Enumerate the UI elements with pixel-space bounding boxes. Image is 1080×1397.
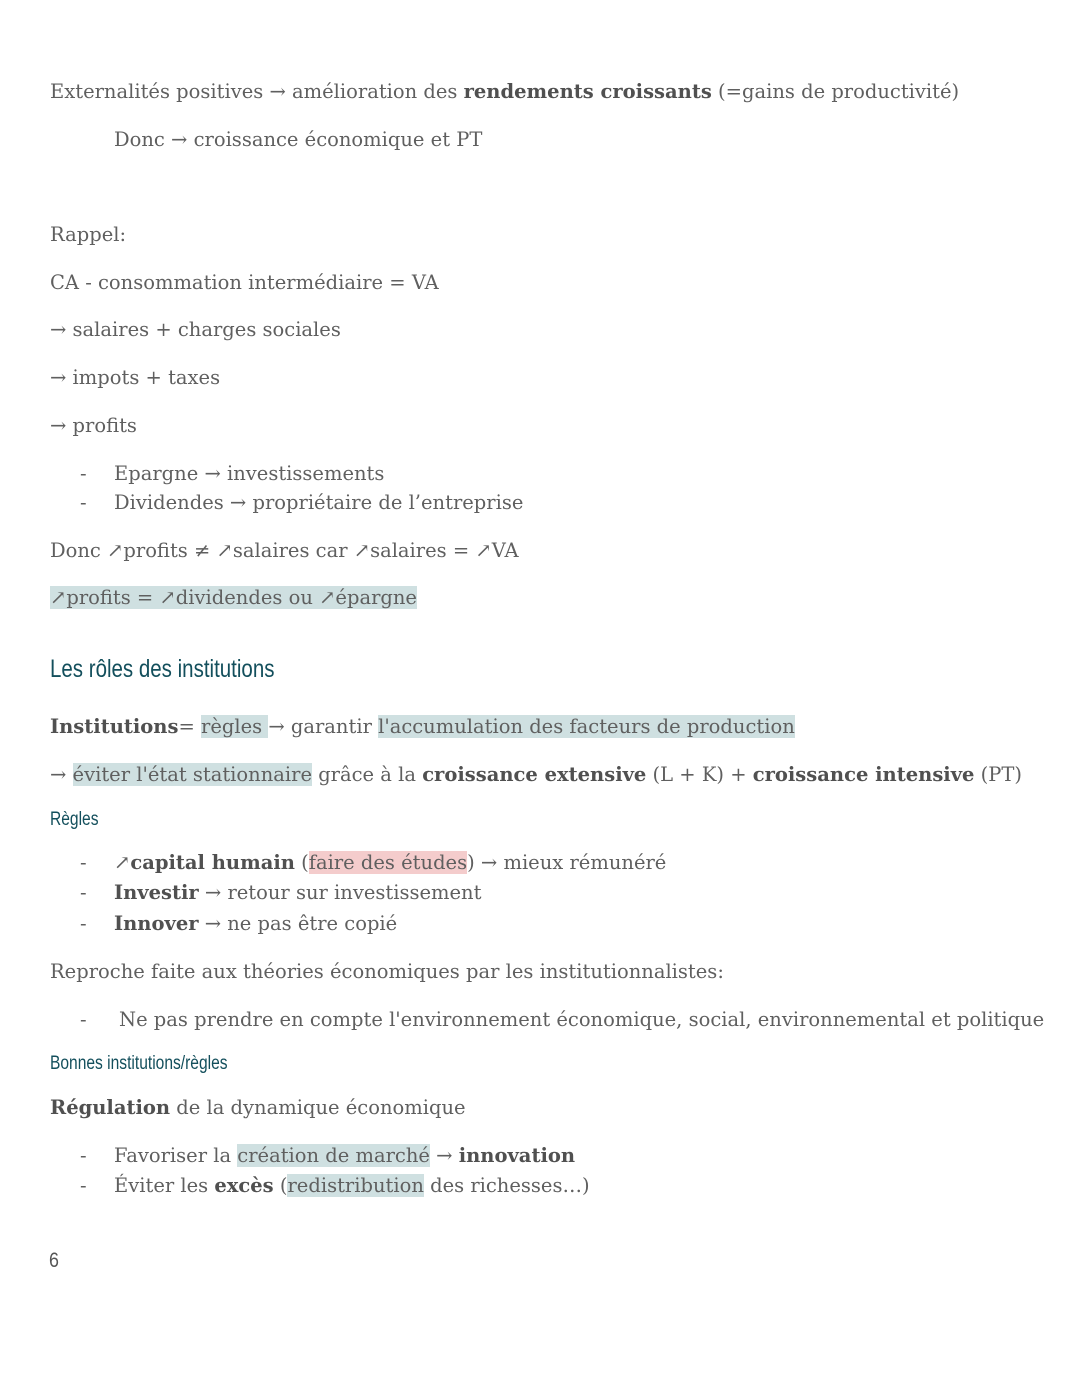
- bold-innovation: innovation: [458, 1144, 576, 1167]
- bullet-dash: -: [80, 912, 87, 935]
- text-span: Éviter les: [114, 1174, 215, 1197]
- text-span: (: [273, 1174, 288, 1197]
- text-externalites: [50, 78, 959, 106]
- highlight-creation-marche: création de marché: [237, 1144, 430, 1167]
- bold-exces: excès: [214, 1174, 274, 1197]
- text-span: →: [429, 1144, 459, 1167]
- bullet-dividendes: Dividendes → propriétaire de l’entreprise: [114, 491, 524, 514]
- text-span: → garantir: [268, 715, 379, 738]
- text-span: de la dynamique économique: [170, 1096, 466, 1119]
- bold-innover: Innover: [114, 912, 199, 935]
- text-reproche: Reproche faite aux théories économiques par les institutionnalistes:: [50, 960, 724, 983]
- bold-regulation: Régulation: [50, 1096, 171, 1119]
- bold-rendements-croissants: rendements croissants: [463, 80, 712, 103]
- text-highlight-profits: [50, 584, 417, 612]
- text-span: (=gains de productivité): [711, 80, 960, 103]
- bullet-eviter-exces: [114, 1172, 590, 1200]
- text-span: (PT): [974, 763, 1022, 786]
- section-title-institutions: Les rôles des institutions: [50, 655, 275, 683]
- subheading-regles: Règles: [50, 809, 99, 830]
- text-span: des richesses…): [423, 1174, 590, 1197]
- bullet-dash: -: [80, 1144, 87, 1167]
- text-span: =: [178, 715, 202, 738]
- text-rappel: Rappel:: [50, 223, 127, 246]
- bullet-dash: -: [80, 1174, 87, 1197]
- subheading-bonnes-institutions: Bonnes institutions/règles: [50, 1053, 228, 1074]
- text-donc-profits: Donc ↗profits ≠ ↗salaires car ↗salaires = ↗VA: [50, 539, 519, 562]
- text-span: (L + K) +: [646, 763, 753, 786]
- text-institutions-regles: [50, 713, 795, 741]
- text-regulation: [50, 1094, 466, 1122]
- bullet-favoriser: [114, 1142, 575, 1170]
- text-span: →: [50, 763, 73, 786]
- text-span: Externalités positives → amélioration des: [50, 80, 464, 103]
- text-span: → retour sur investissement: [198, 881, 482, 904]
- highlight-regles: règles: [201, 715, 269, 738]
- bullet-epargne: Epargne → investissements: [114, 462, 385, 485]
- text-eviter-etat: [50, 761, 1022, 789]
- text-span: grâce à la: [312, 763, 423, 786]
- text-impots: → impots + taxes: [50, 366, 221, 389]
- text-span: ↗: [114, 851, 131, 874]
- text-span: → ne pas être copié: [198, 912, 398, 935]
- bold-croissance-extensive: croissance extensive: [422, 763, 647, 786]
- bullet-dash: -: [80, 881, 87, 904]
- bullet-innover: [114, 910, 397, 938]
- text-salaires: → salaires + charges sociales: [50, 318, 341, 341]
- text-span: ) → mieux rémunéré: [467, 851, 667, 874]
- bold-croissance-intensive: croissance intensive: [752, 763, 975, 786]
- highlight-redistribution: redistribution: [287, 1174, 424, 1197]
- highlight-eviter: éviter l'état stationnaire: [72, 763, 312, 786]
- bullet-reproche: Ne pas prendre en compte l'environnement économique, social, environnemental et politique: [119, 1008, 1045, 1031]
- bold-capital-humain: capital humain: [130, 851, 295, 874]
- text-span: Favoriser la: [114, 1144, 238, 1167]
- bold-investir: Investir: [114, 881, 199, 904]
- text-profits: → profits: [50, 414, 137, 437]
- bullet-dash: -: [80, 491, 87, 514]
- bullet-capital-humain: [114, 849, 666, 877]
- bullet-dash: -: [80, 462, 87, 485]
- text-ca-formula: CA - consommation intermédiaire = VA: [50, 271, 439, 294]
- text-span: (: [294, 851, 309, 874]
- highlight-faire-des-etudes: faire des études: [308, 851, 468, 874]
- bullet-dash: -: [80, 1008, 87, 1031]
- highlight-profits: ↗profits = ↗dividendes ou ↗épargne: [50, 586, 417, 609]
- bullet-dash: -: [80, 851, 87, 874]
- text-donc-croissance: Donc → croissance économique et PT: [114, 128, 483, 151]
- page-number: 6: [49, 1249, 59, 1272]
- highlight-accumulation: l'accumulation des facteurs de production: [378, 715, 795, 738]
- bullet-investir: [114, 879, 481, 907]
- bold-institutions: Institutions: [50, 715, 179, 738]
